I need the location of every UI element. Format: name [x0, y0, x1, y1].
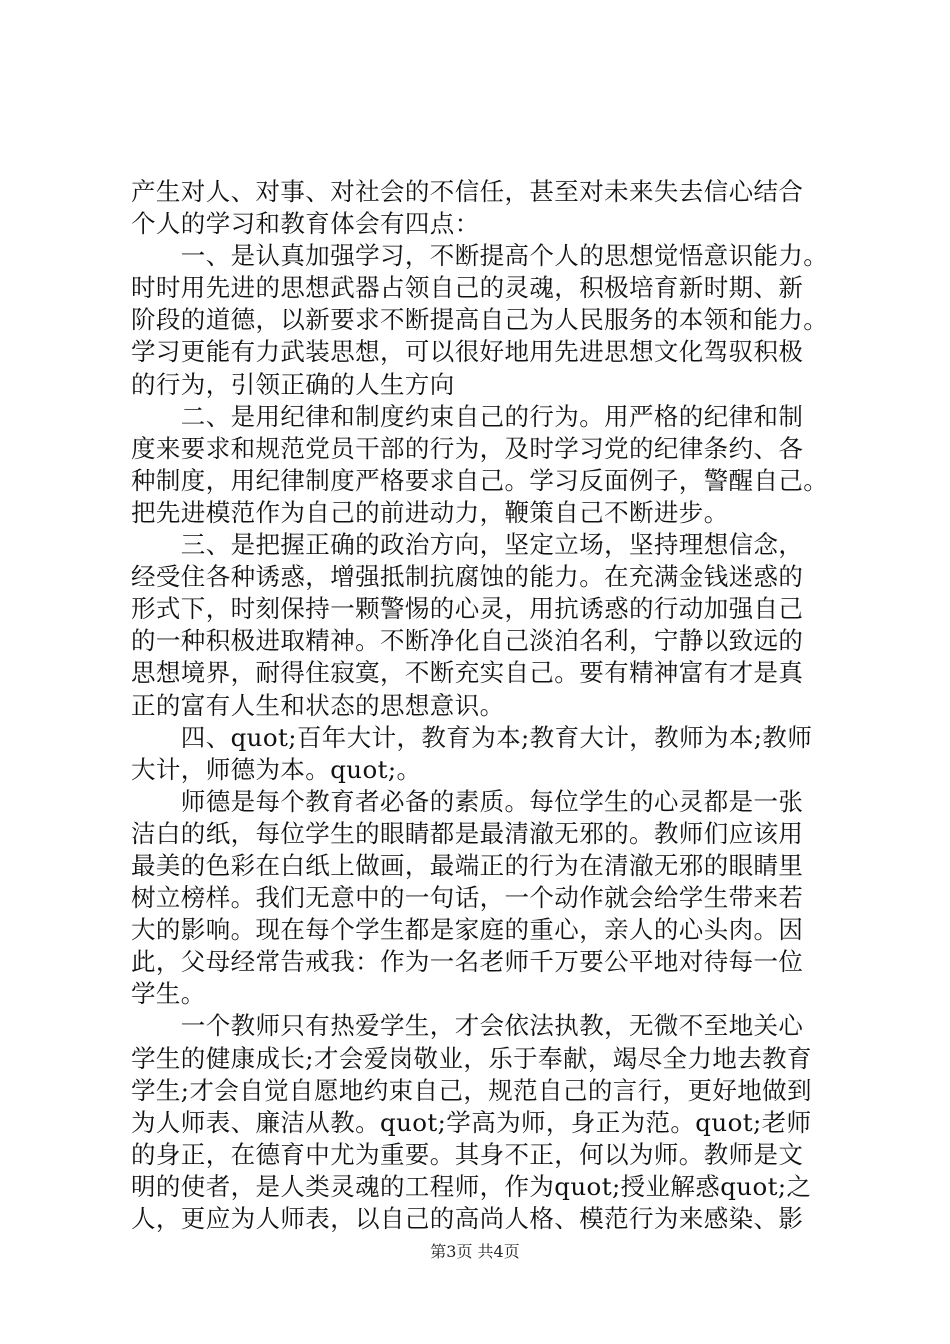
text-line: 一、是认真加强学习，不断提高个人的思想觉悟意识能力。 [131, 241, 829, 271]
text-line: 人，更应为人师表，以自己的高尚人格、模范行为来感染、影 [131, 1204, 804, 1233]
text-line: 思想境界，耐得住寂寞，不断充实自己。要有精神富有才是真 [131, 658, 804, 688]
text-line: 洁白的纸，每位学生的眼睛都是最清澈无邪的。教师们应该用 [131, 818, 804, 848]
text-line: 的行为，引领正确的人生方向 [131, 369, 455, 399]
text-line: 的一种积极进取精神。不断净化自己淡泊名利，宁静以致远的 [131, 626, 804, 656]
text-line: 学生的健康成长;才会爱岗敬业，乐于奉献，竭尽全力地去教育 [131, 1043, 812, 1073]
page-number-label: 第3页 共4页 [430, 1242, 520, 1261]
text-line: 产生对人、对事、对社会的不信任，甚至对未来失去信心结合 [131, 177, 804, 206]
text-line: 种制度，用纪律制度严格要求自己。学习反面例子，警醒自己。 [131, 465, 829, 495]
text-line: 四、quot;百年大计，教育为本;教育大计，教师为本;教师 [131, 722, 813, 752]
text-line: 大的影响。现在每个学生都是家庭的重心，亲人的心头肉。因 [131, 915, 804, 945]
text-line: 学生。 [131, 979, 206, 1009]
text-line: 明的使者，是人类灵魂的工程师，作为quot;授业解惑quot;之 [131, 1171, 812, 1201]
text-line: 最美的色彩在白纸上做画，最端正的行为在清澈无邪的眼睛里 [131, 850, 804, 880]
text-line: 学习更能有力武装思想，可以很好地用先进思想文化驾驭积极 [131, 337, 804, 367]
page-footer [0, 1240, 950, 1264]
text-line: 度来要求和规范党员干部的行为，及时学习党的纪律条约、各 [131, 433, 804, 463]
text-line: 经受住各种诱惑，增强抵制抗腐蚀的能力。在充满金钱迷惑的 [131, 562, 804, 592]
text-line: 师德是每个教育者必备的素质。每位学生的心灵都是一张 [131, 786, 804, 816]
text-line: 阶段的道德，以新要求不断提高自己为人民服务的本领和能力。 [131, 305, 829, 335]
text-line: 正的富有人生和状态的思想意识。 [131, 690, 505, 720]
text-line: 形式下，时刻保持一颗警惕的心灵，用抗诱惑的行动加强自己 [131, 594, 804, 624]
text-line: 大计，师德为本。quot;。 [131, 754, 422, 784]
text-line: 树立榜样。我们无意中的一句话，一个动作就会给学生带来若 [131, 883, 804, 913]
document-body [131, 176, 841, 1235]
text-line: 二、是用纪律和制度约束自己的行为。用严格的纪律和制 [131, 401, 804, 431]
text-line: 此，父母经常告戒我：作为一名老师千万要公平地对待每一位 [131, 947, 804, 977]
text-line: 个人的学习和教育体会有四点： [131, 209, 480, 239]
text-line: 三、是把握正确的政治方向，坚定立场，坚持理想信念， [131, 530, 804, 560]
text-line: 为人师表、廉洁从教。quot;学高为师，身正为范。quot;老师 [131, 1107, 812, 1137]
text-line: 一个教师只有热爱学生，才会依法执教，无微不至地关心 [131, 1011, 804, 1041]
text-line: 时时用先进的思想武器占领自己的灵魂，积极培育新时期、新 [131, 273, 804, 303]
text-line: 学生;才会自觉自愿地约束自己，规范自己的言行，更好地做到 [131, 1075, 812, 1105]
text-line: 的身正，在德育中尤为重要。其身不正，何以为师。教师是文 [131, 1139, 804, 1169]
text-line: 把先进模范作为自己的前进动力，鞭策自己不断进步。 [131, 497, 729, 527]
